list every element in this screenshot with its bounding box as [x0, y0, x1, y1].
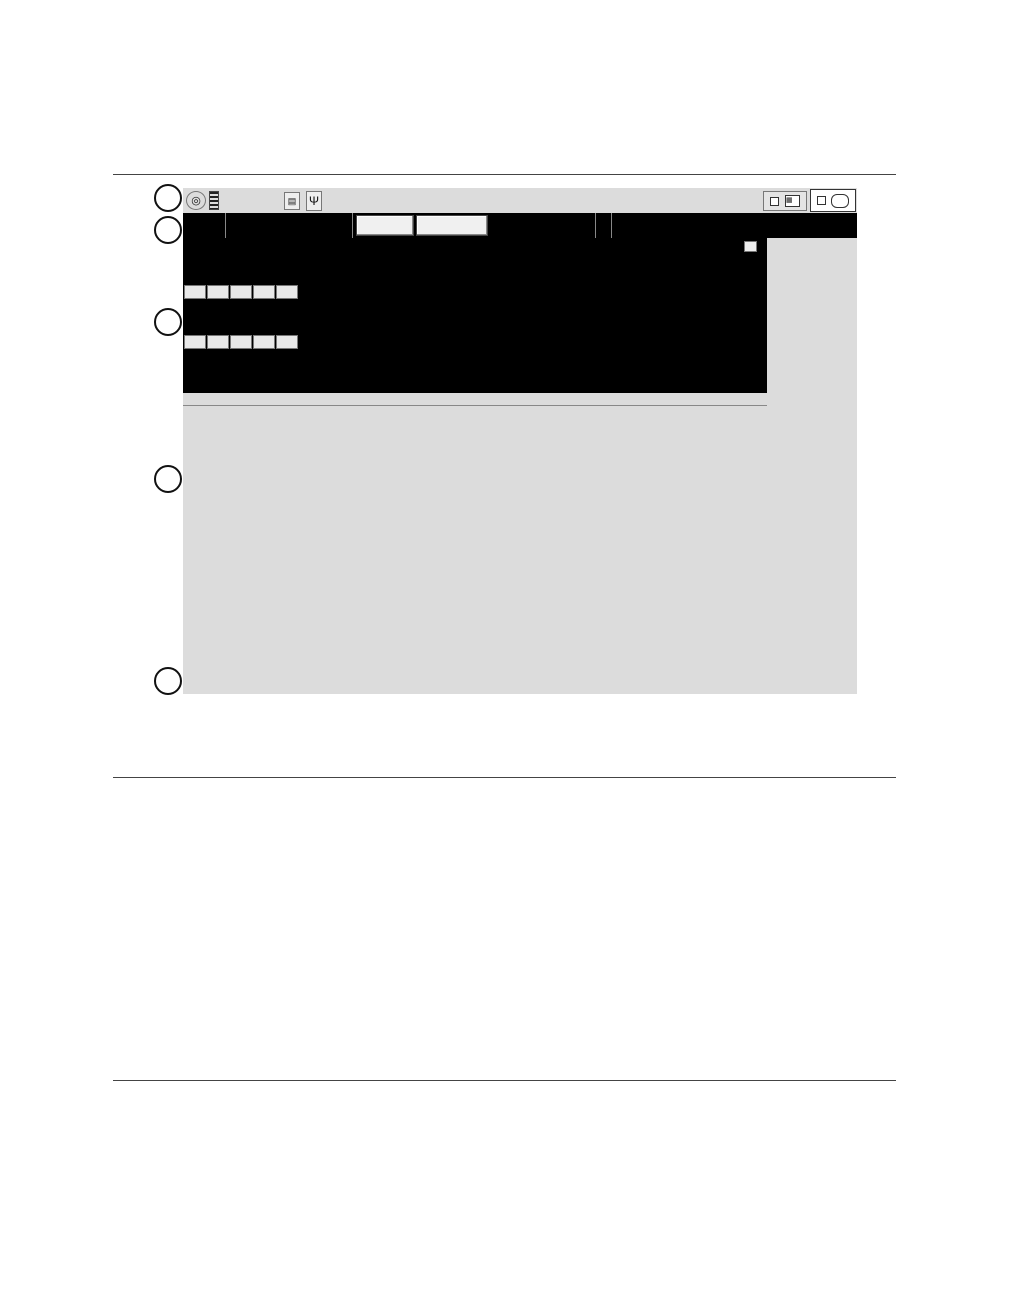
top-rule	[113, 174, 896, 175]
device-name	[612, 213, 857, 238]
callout-1	[154, 184, 182, 212]
device-can-icon	[831, 194, 849, 208]
suspend-button[interactable]	[416, 215, 488, 236]
signal-strength-icon	[209, 191, 219, 210]
episode-label	[226, 213, 353, 238]
callout-3	[154, 308, 182, 336]
pacing-mode	[183, 213, 226, 238]
printer-icon[interactable]: ▤	[284, 192, 300, 210]
monitor-checkbox[interactable]	[770, 197, 779, 206]
lower-rule	[113, 1080, 896, 1081]
parameters-divider	[183, 405, 767, 406]
resume-button[interactable]	[356, 215, 414, 236]
status-cell-2	[596, 213, 612, 238]
usb-icon[interactable]: Ψ	[306, 191, 322, 211]
monitor-icon[interactable]	[763, 191, 807, 211]
device-icon[interactable]	[810, 189, 856, 212]
waveform-traces	[183, 238, 767, 393]
middle-rule	[113, 777, 896, 778]
device-checkbox[interactable]	[817, 196, 826, 205]
status-bar	[183, 188, 857, 213]
device-bar	[183, 213, 857, 238]
wireless-telemetry-icon[interactable]: ◎	[186, 191, 206, 210]
monitor-screen-icon: ▦	[785, 195, 800, 207]
callout-4	[154, 465, 182, 493]
callout-2	[154, 216, 182, 244]
parameters-panel	[183, 393, 767, 663]
callout-5	[154, 667, 182, 695]
status-cell-1	[491, 213, 596, 238]
programmer-screen	[183, 188, 857, 694]
live-rhythm-display	[183, 238, 767, 393]
